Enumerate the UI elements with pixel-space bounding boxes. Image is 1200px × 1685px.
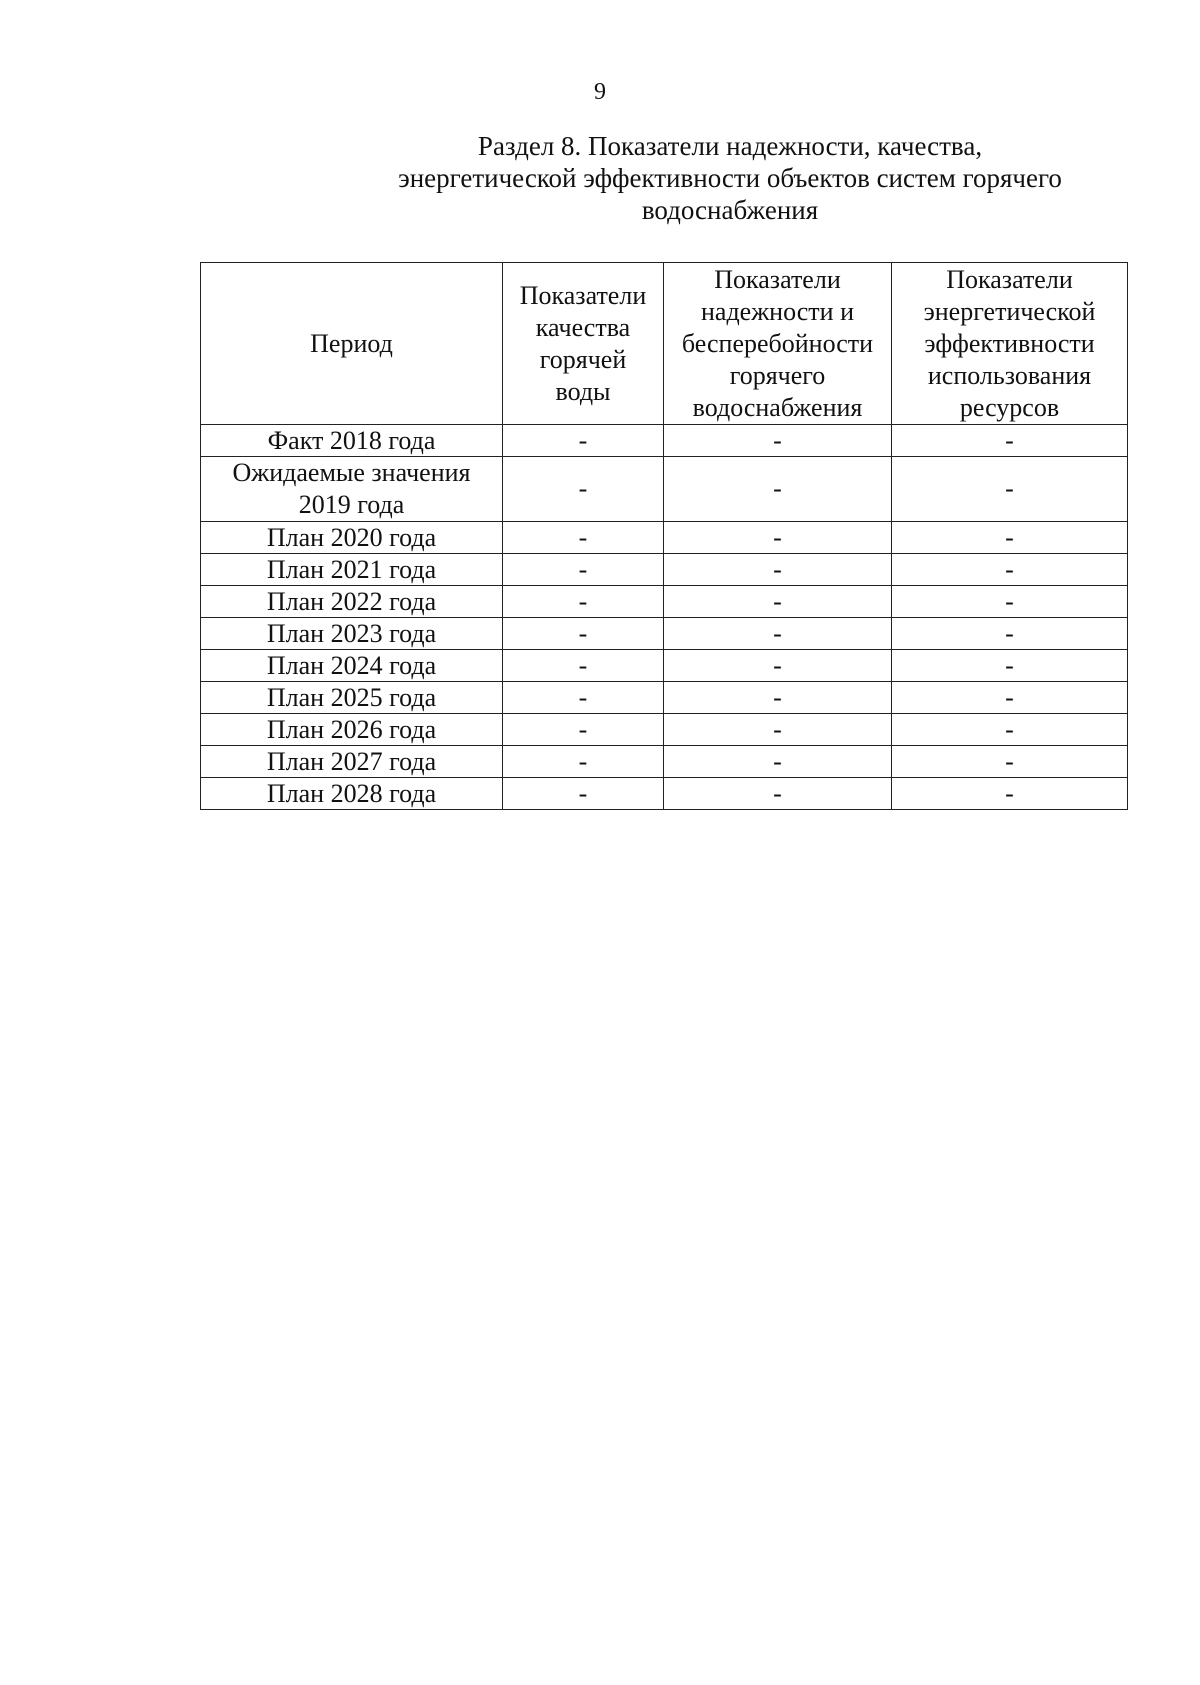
header-line: Показатели	[519, 280, 647, 310]
section-heading	[300, 130, 1160, 226]
efficiency-cell: -	[892, 714, 1128, 746]
period-line: Факт 2018 года	[267, 426, 436, 455]
period-line: План 2026 года	[266, 715, 437, 744]
period-cell	[201, 457, 503, 522]
period-line: План 2027 года	[266, 747, 437, 776]
reliability-cell: -	[664, 682, 892, 714]
period-line: План 2024 года	[266, 651, 437, 680]
period-line: План 2028 года	[266, 779, 437, 808]
indicators-table	[200, 262, 1128, 810]
period-cell	[201, 618, 503, 650]
section-heading-line: водоснабжения	[641, 195, 819, 225]
table-header-row	[201, 263, 1128, 425]
quality-cell: -	[503, 457, 664, 522]
efficiency-cell: -	[892, 522, 1128, 554]
header-line: Показатели	[946, 264, 1073, 294]
header-reliability	[664, 263, 892, 425]
period-cell	[201, 778, 503, 810]
header-line: водоснабжения	[692, 392, 863, 422]
period-line: 2019 года	[298, 490, 405, 519]
table-row	[201, 682, 1128, 714]
period-cell	[201, 522, 503, 554]
period-line: План 2020 года	[266, 523, 437, 552]
period-cell	[201, 586, 503, 618]
header-line: эффективности	[924, 328, 1095, 358]
period-line: Ожидаемые значения	[232, 458, 471, 487]
reliability-cell: -	[664, 586, 892, 618]
quality-cell: -	[503, 554, 664, 586]
period-line: План 2023 года	[266, 619, 437, 648]
reliability-cell: -	[664, 778, 892, 810]
efficiency-cell: -	[892, 425, 1128, 457]
table-row	[201, 618, 1128, 650]
header-energy-efficiency	[892, 263, 1128, 425]
table-row	[201, 425, 1128, 457]
header-line: Период	[310, 328, 393, 358]
table-row	[201, 522, 1128, 554]
reliability-cell: -	[664, 522, 892, 554]
table-row	[201, 714, 1128, 746]
header-line: бесперебойности	[681, 328, 874, 358]
efficiency-cell: -	[892, 650, 1128, 682]
period-cell	[201, 682, 503, 714]
efficiency-cell: -	[892, 618, 1128, 650]
header-line: горячей	[539, 344, 627, 374]
reliability-cell: -	[664, 618, 892, 650]
reliability-cell: -	[664, 746, 892, 778]
period-line: План 2021 года	[266, 555, 437, 584]
period-cell	[201, 425, 503, 457]
quality-cell: -	[503, 522, 664, 554]
quality-cell: -	[503, 618, 664, 650]
header-line: использования	[927, 360, 1092, 390]
reliability-cell: -	[664, 650, 892, 682]
quality-cell: -	[503, 650, 664, 682]
header-water-quality	[503, 263, 664, 425]
table-row	[201, 650, 1128, 682]
reliability-cell: -	[664, 457, 892, 522]
reliability-cell: -	[664, 554, 892, 586]
quality-cell: -	[503, 425, 664, 457]
header-line: энергетической	[923, 296, 1096, 326]
header-period	[201, 263, 503, 425]
header-line: качества	[535, 312, 631, 342]
section-heading-line: энергетической эффективности объектов систем горячего	[398, 163, 1062, 193]
period-line: План 2022 года	[266, 587, 437, 616]
table-row	[201, 746, 1128, 778]
table-row	[201, 586, 1128, 618]
table-row	[201, 457, 1128, 522]
quality-cell: -	[503, 778, 664, 810]
section-heading-line: Раздел 8. Показатели надежности, качества,	[477, 131, 983, 161]
reliability-cell: -	[664, 714, 892, 746]
reliability-cell: -	[664, 425, 892, 457]
quality-cell: -	[503, 746, 664, 778]
header-line: горячего	[729, 360, 826, 390]
efficiency-cell: -	[892, 586, 1128, 618]
quality-cell: -	[503, 586, 664, 618]
header-line: надежности и	[701, 296, 854, 326]
header-line: Показатели	[714, 264, 841, 294]
period-cell	[201, 746, 503, 778]
header-line: ресурсов	[959, 392, 1060, 422]
efficiency-cell: -	[892, 746, 1128, 778]
efficiency-cell: -	[892, 682, 1128, 714]
efficiency-cell: -	[892, 778, 1128, 810]
period-cell	[201, 714, 503, 746]
quality-cell: -	[503, 714, 664, 746]
period-cell	[201, 554, 503, 586]
page-number: 9	[594, 79, 606, 105]
period-line: План 2025 года	[266, 683, 437, 712]
efficiency-cell: -	[892, 457, 1128, 522]
table-row	[201, 554, 1128, 586]
period-cell	[201, 650, 503, 682]
efficiency-cell: -	[892, 554, 1128, 586]
table-row	[201, 778, 1128, 810]
quality-cell: -	[503, 682, 664, 714]
header-line: воды	[555, 376, 611, 406]
